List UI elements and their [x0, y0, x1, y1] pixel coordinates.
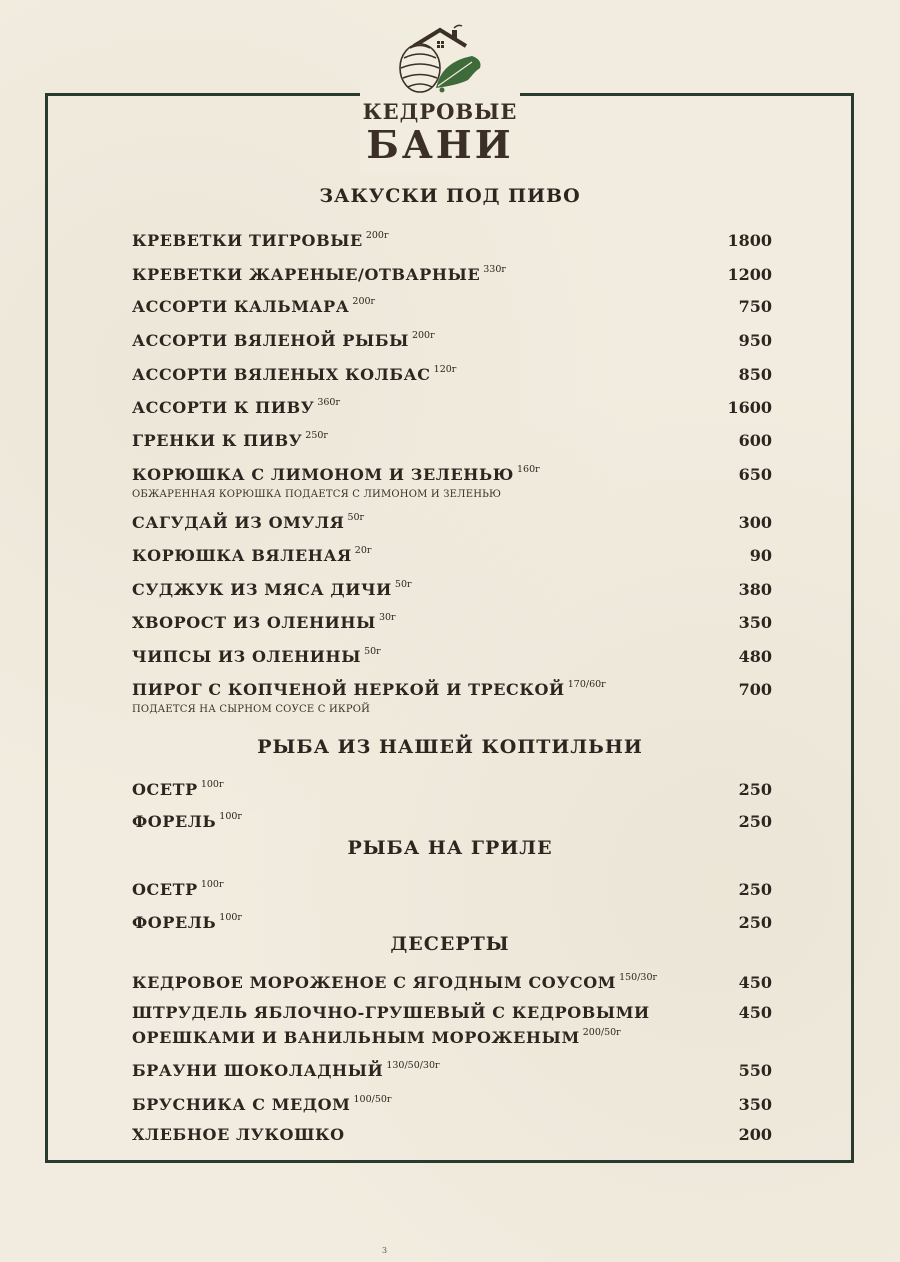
menu-item	[132, 397, 772, 422]
item-weight: 200г	[411, 330, 436, 341]
menu-item	[132, 646, 772, 671]
item-price: 600	[738, 431, 772, 450]
item-weight: 50г	[364, 646, 382, 657]
item-price: 750	[738, 297, 772, 316]
item-name: ПИРОГ С КОПЧЕНОЙ НЕРКОЙ И ТРЕСКОЙ $^{170/60г}$	[132, 679, 607, 699]
item-price: 550	[738, 1061, 772, 1080]
item-price: 700	[738, 680, 772, 699]
item-price: 350	[738, 613, 772, 632]
item-name: КРЕВЕТКИ ТИГРОВЫЕ $^{200г}$	[132, 230, 389, 250]
item-name: АССОРТИ КАЛЬМАРА $^{200г}$	[132, 296, 376, 316]
item-name: ГРЕНКИ К ПИВУ $^{250г}$	[132, 430, 329, 450]
item-price: 350	[738, 1095, 772, 1114]
item-price: 250	[738, 913, 772, 932]
item-weight: 200/50г	[582, 1027, 622, 1038]
menu-item	[132, 579, 772, 604]
item-weight: 130/50/30г	[386, 1060, 441, 1071]
menu-item	[132, 879, 772, 904]
item-price: 250	[738, 780, 772, 799]
section-title-smokehouse-fish: РЫБА ИЗ НАШЕЙ КОПТИЛЬНИ	[257, 736, 643, 758]
item-price: 950	[738, 331, 772, 350]
item-name: АССОРТИ ВЯЛЕНОЙ РЫБЫ $^{200г}$	[132, 330, 436, 350]
item-weight: 200г	[352, 296, 376, 307]
item-name: ФОРЕЛЬ $^{100г}$	[132, 912, 243, 932]
item-weight: 360г	[317, 397, 341, 408]
item-name: САГУДАЙ ИЗ ОМУЛЯ $^{50г}$	[132, 512, 365, 532]
item-price: 250	[738, 812, 772, 831]
item-name: БРУСНИКА С МЕДОМ $^{100/50г}$	[132, 1094, 392, 1114]
item-name: АССОРТИ К ПИВУ $^{360г}$	[132, 397, 341, 417]
menu-item	[132, 779, 772, 804]
item-price: 850	[738, 365, 772, 384]
menu-item	[132, 1060, 772, 1085]
item-price: 380	[738, 580, 772, 599]
item-weight: 330г	[483, 264, 507, 275]
item-weight: 160г	[517, 464, 541, 475]
item-weight: 250г	[305, 430, 329, 441]
logo-text-bottom: БАНИ	[366, 122, 514, 167]
item-weight: 50г	[347, 512, 365, 523]
item-name: БРАУНИ ШОКОЛАДНЫЙ $^{130/50/30г}$	[132, 1060, 441, 1080]
item-name: ХВОРОСТ ИЗ ОЛЕНИНЫ $^{30г}$	[132, 612, 397, 632]
item-price: 650	[738, 465, 772, 484]
item-price: 1600	[727, 398, 772, 417]
item-name: КОРЮШКА ВЯЛЕНАЯ $^{20г}$	[132, 545, 372, 565]
menu-item	[132, 679, 772, 715]
item-price: 480	[738, 647, 772, 666]
menu-item	[132, 1002, 772, 1052]
menu-item	[132, 330, 772, 355]
item-weight: 50г	[394, 579, 412, 590]
item-name: КРЕВЕТКИ ЖАРЕНЫЕ/ОТВАРНЫЕ $^{330г}$	[132, 264, 507, 284]
menu-item	[132, 230, 772, 255]
item-weight: 120г	[433, 364, 457, 375]
item-price: 1800	[727, 231, 772, 250]
item-weight: 100г	[219, 912, 243, 923]
item-weight: 150/30г	[619, 972, 658, 983]
cone-house-oak-icon	[396, 24, 486, 96]
item-name: ФОРЕЛЬ $^{100г}$	[132, 811, 243, 831]
item-weight: 100г	[219, 811, 243, 822]
menu-item	[132, 972, 772, 997]
item-price: 450	[738, 973, 772, 992]
menu-item	[132, 264, 772, 289]
menu-item	[132, 430, 772, 455]
item-name: КЕДРОВОЕ МОРОЖЕНОЕ С ЯГОДНЫМ СОУСОМ $^{150/30г}$	[132, 972, 658, 992]
menu-item	[132, 1094, 772, 1119]
menu-item	[132, 811, 772, 836]
item-description: ПОДАЕТСЯ НА СЫРНОМ СОУСЕ С ИКРОЙ	[132, 704, 371, 715]
menu-item	[132, 364, 772, 389]
item-weight: 20г	[354, 545, 372, 556]
item-name-line2: ОРЕШКАМИ И ВАНИЛЬНЫМ МОРОЖЕНЫМ $^{200/50г}$	[132, 1027, 622, 1047]
menu-item	[132, 1124, 772, 1146]
item-name: КОРЮШКА С ЛИМОНОМ И ЗЕЛЕНЬЮ $^{160г}$	[132, 464, 541, 484]
menu-item	[132, 545, 772, 570]
logo-text-top: КЕДРОВЫЕ	[362, 99, 518, 124]
item-price: 450	[738, 1003, 772, 1022]
item-price: 250	[738, 880, 772, 899]
menu-item	[132, 296, 772, 321]
section-title-grilled-fish: РЫБА НА ГРИЛЕ	[347, 837, 553, 859]
item-price: 200	[738, 1125, 772, 1144]
item-weight: 100г	[200, 779, 224, 790]
page-number: 3	[382, 1246, 388, 1255]
section-title-beer-snacks: ЗАКУСКИ ПОД ПИВО	[319, 185, 581, 207]
item-name: ХЛЕБНОЕ ЛУКОШКО	[132, 1125, 345, 1144]
item-weight: 100/50г	[353, 1094, 392, 1105]
item-name: АССОРТИ ВЯЛЕНЫХ КОЛБАС $^{120г}$	[132, 364, 457, 384]
item-price: 90	[749, 546, 772, 565]
item-name: СУДЖУК ИЗ МЯСА ДИЧИ $^{50г}$	[132, 579, 412, 599]
item-weight: 100г	[200, 879, 224, 890]
item-description: ОБЖАРЕННАЯ КОРЮШКА ПОДАЕТСЯ С ЛИМОНОМ И ЗЕЛЕНЬЮ	[132, 489, 502, 500]
menu-item	[132, 612, 772, 637]
item-weight: 30г	[378, 612, 397, 623]
menu-item	[132, 464, 772, 500]
item-name: ОСЕТР $^{100г}$	[132, 779, 224, 799]
logo	[362, 22, 518, 167]
item-weight: 200г	[365, 230, 389, 241]
item-price: 300	[738, 513, 772, 532]
menu-item	[132, 512, 772, 537]
item-weight: 170/60г	[567, 679, 607, 690]
item-price: 1200	[727, 265, 772, 284]
item-name: ЧИПСЫ ИЗ ОЛЕНИНЫ $^{50г}$	[132, 646, 382, 666]
item-name: ШТРУДЕЛЬ ЯБЛОЧНО-ГРУШЕВЫЙ С КЕДРОВЫМИ	[132, 1003, 650, 1022]
section-title-desserts: ДЕСЕРТЫ	[390, 933, 510, 955]
item-name: ОСЕТР $^{100г}$	[132, 879, 224, 899]
